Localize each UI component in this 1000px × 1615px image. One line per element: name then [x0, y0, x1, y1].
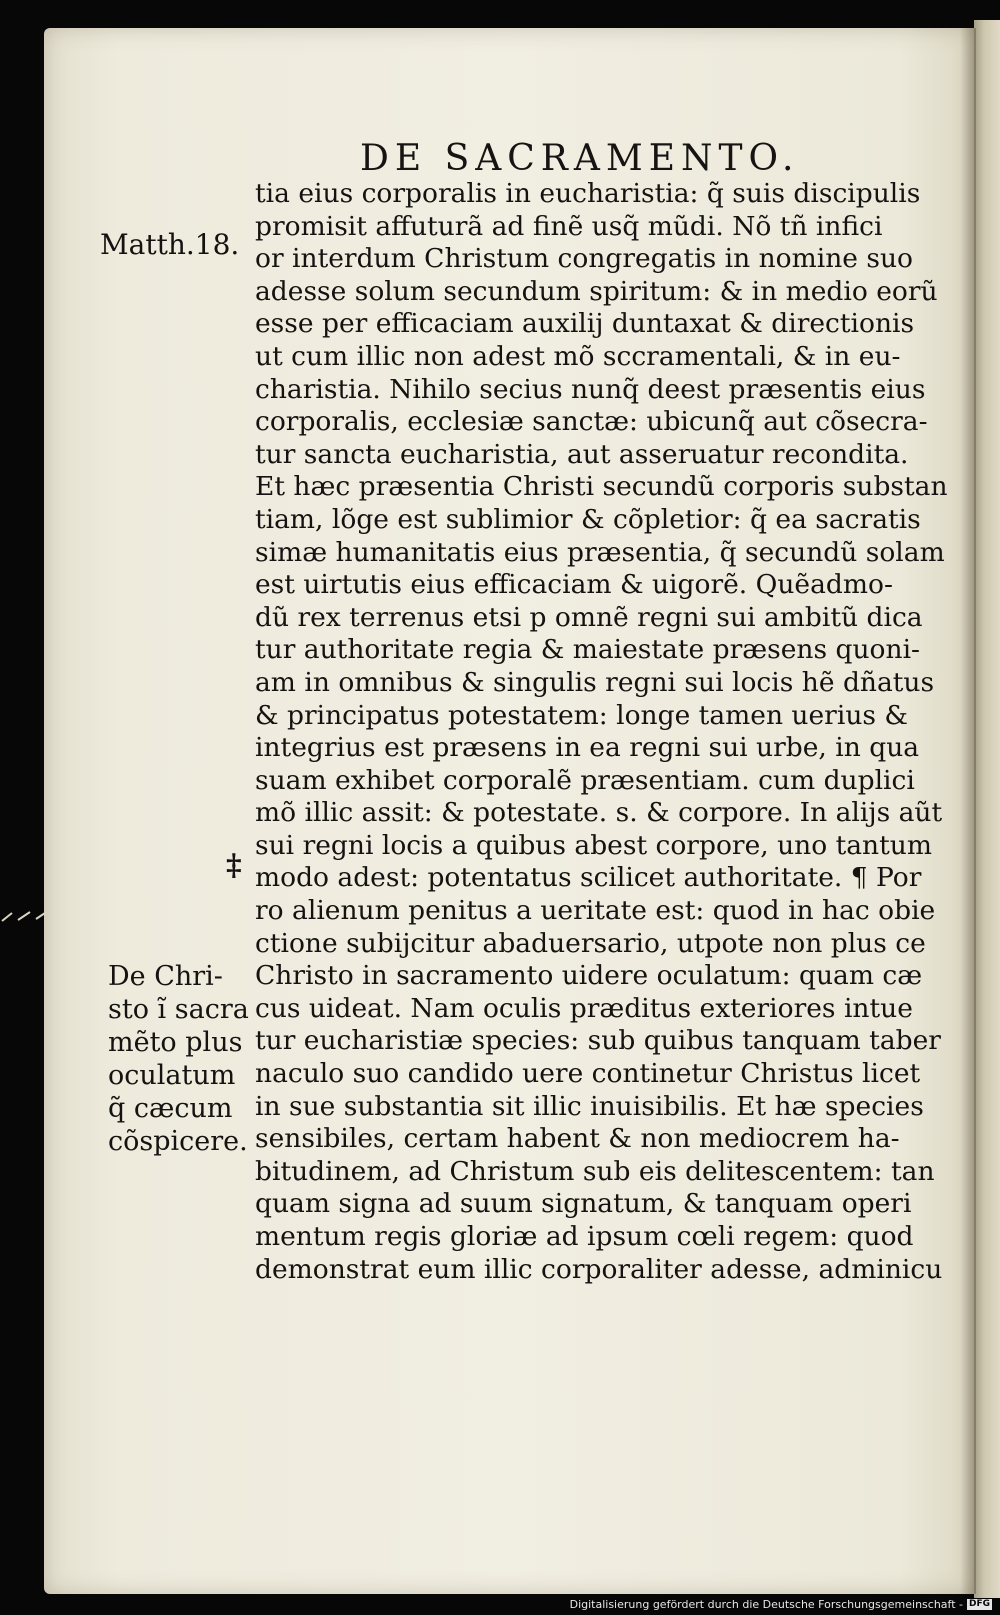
- text-line: sui regni locis a quibus abest corpore, uno tantum: [255, 829, 932, 861]
- margin-line: q̃ cæcum: [108, 1093, 233, 1124]
- text-line: adesse solum secundum spiritum: & in medio eorũ: [255, 275, 938, 307]
- text-line: tur authoritate regia & maiestate præsens quoni-: [255, 634, 920, 666]
- text-line: demonstrat eum illic corporaliter adesse, adminicu: [255, 1253, 943, 1285]
- text-line: modo adest: potentatus scilicet authoritate. ¶ Por: [255, 862, 922, 894]
- text-line: Et hæc præsentia Christi secundũ corporis substan: [255, 471, 948, 503]
- text-line: integrius est præsens in ea regni sui urbe, in qua: [255, 732, 920, 764]
- text-line: tur sancta eucharistia, aut asseruatur recondita.: [255, 438, 909, 470]
- text-line: quam signa ad suum signatum, & tanquam operi: [255, 1188, 912, 1220]
- text-line: dũ rex terrenus etsi p omnẽ regni sui ambitũ dica: [255, 601, 923, 633]
- text-line: charistia. Nihilo secius nunq̃ deest præsentis eius: [255, 373, 926, 405]
- body-text: [255, 178, 955, 1286]
- digitization-footer: [570, 1598, 992, 1611]
- margin-line: cõspicere.: [108, 1126, 248, 1157]
- text-line: bitudinem, ad Christum sub eis delitescentem: tan: [255, 1155, 935, 1187]
- text-line: promisit affuturã ad finẽ usq̃ mũdi. Nõ tñ infici: [255, 210, 883, 242]
- text-line: tiam, lõge est sublimior & cõpletior: q̃ ea sacratis: [255, 503, 921, 535]
- text-line: sensibiles, certam habent & non mediocrem ha-: [255, 1123, 900, 1155]
- right-page-edge: [974, 20, 1000, 1598]
- margin-line: De Chri-: [108, 961, 223, 992]
- margin-note-matth: Matth.18.: [100, 228, 240, 261]
- text-line: ut cum illic non adest mõ sccramentali, & in eu-: [255, 340, 901, 372]
- text-line: ctione subijcitur abaduersario, utpote non plus ce: [255, 927, 926, 959]
- text-line: Christo in sacramento uidere oculatum: quam cæ: [255, 960, 923, 992]
- margin-note-de-christo: [108, 960, 249, 1158]
- margin-line: oculatum: [108, 1060, 236, 1091]
- text-line: esse per efficaciam auxilij duntaxat & directionis: [255, 308, 915, 340]
- margin-line: mẽto plus: [108, 1027, 243, 1058]
- text-line: or interdum Christum congregatis in nomine suo: [255, 243, 913, 275]
- text-line: naculo suo candido uere continetur Christus licet: [255, 1058, 921, 1090]
- text-line: ro alienum penitus a ueritate est: quod in hac obie: [255, 895, 936, 927]
- text-line: suam exhibet corporalẽ præsentiam. cum duplici: [255, 764, 915, 796]
- text-line: tia eius corporalis in eucharistia: q̃ suis discipulis: [255, 178, 921, 209]
- text-line: cus uideat. Nam oculis præditus exteriores intue: [255, 992, 913, 1024]
- margin-mark: ‡: [226, 848, 242, 883]
- text-line: corporalis, ecclesiæ sanctæ: ubicunq̃ aut cõsecra-: [255, 406, 928, 438]
- text-line: am in omnibus & singulis regni sui locis hẽ dñatus: [255, 666, 935, 698]
- margin-line: sto ĩ sacra: [108, 994, 249, 1025]
- text-line: in sue substantia sit illic inuisibilis. Et hæ species: [255, 1090, 924, 1122]
- margin-ink-marks: [0, 905, 70, 925]
- dfg-logo: DFG: [968, 1599, 990, 1609]
- footer-text: Digitalisierung gefördert durch die Deutsche Forschungsgemeinschaft -: [569, 1598, 963, 1611]
- text-line: tur eucharistiæ species: sub quibus tanquam taber: [255, 1025, 941, 1057]
- text-line: simæ humanitatis eius præsentia, q̃ secundũ solam: [255, 536, 945, 568]
- text-line: est uirtutis eius efficaciam & uigorẽ. Quẽadmo-: [255, 569, 893, 601]
- text-line: mentum regis gloriæ ad ipsum cœli regem: quod: [255, 1221, 914, 1252]
- gutter-shadow: [960, 28, 976, 1594]
- running-header: DE SACRAMENTO.: [360, 138, 800, 179]
- text-line: & principatus potestatem: longe tamen uerius &: [255, 699, 909, 731]
- text-line: mõ illic assit: & potestate. s. & corpore. In alijs aũt: [255, 797, 943, 829]
